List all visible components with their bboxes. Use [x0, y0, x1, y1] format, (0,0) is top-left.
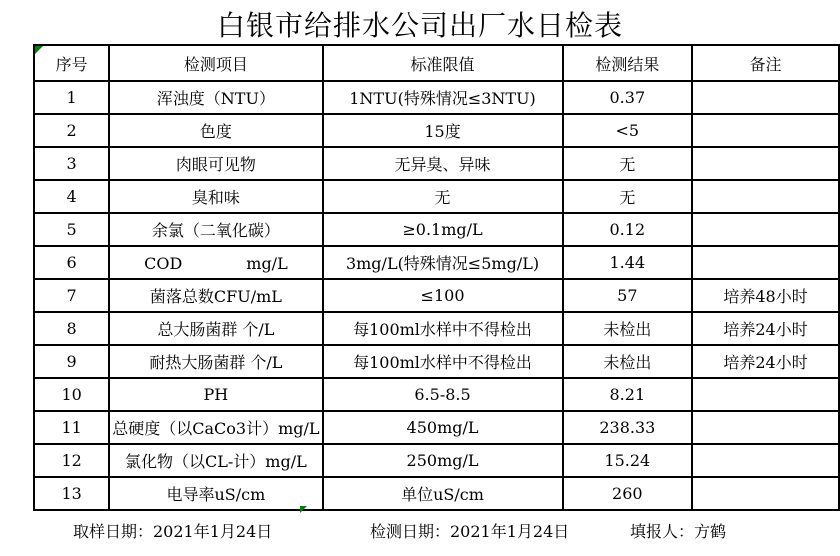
cell-result: 未检出 [563, 345, 693, 378]
cell-result: <5 [563, 114, 693, 147]
cell-item: 菌落总数CFU/mL [109, 279, 322, 312]
cell-remark [692, 411, 839, 444]
cell-result: 未检出 [563, 312, 693, 345]
cell-item: 浑浊度（NTU） [109, 81, 322, 114]
cell-remark [692, 213, 839, 246]
cell-standard: 450mg/L [323, 411, 563, 444]
table-row [34, 180, 839, 213]
inspection-table [33, 44, 840, 511]
table-row [34, 147, 839, 180]
table-header-row [34, 45, 839, 81]
cell-remark: 培养24小时 [692, 312, 839, 345]
cell-remark [692, 444, 839, 477]
cell-remark: 培养24小时 [692, 345, 839, 378]
cell-standard: 250mg/L [323, 444, 563, 477]
cell-result: 238.33 [563, 411, 693, 444]
cell-no: 8 [34, 312, 109, 345]
cell-standard: 无 [323, 180, 563, 213]
cell-standard: 每100ml水样中不得检出 [323, 312, 563, 345]
cell-remark [692, 180, 839, 213]
table-row [34, 279, 839, 312]
cell-no: 12 [34, 444, 109, 477]
header-no: 序号 [34, 45, 109, 81]
cell-no: 5 [34, 213, 109, 246]
cell-result: 8.21 [563, 378, 693, 411]
table-row [34, 345, 839, 378]
cell-standard: ≥0.1mg/L [323, 213, 563, 246]
table-row [34, 246, 839, 279]
cell-item: 臭和味 [109, 180, 322, 213]
cell-no: 9 [34, 345, 109, 378]
cell-result: 260 [563, 477, 693, 510]
cell-no: 1 [34, 81, 109, 114]
header-result: 检测结果 [563, 45, 693, 81]
cell-result: 1.44 [563, 246, 693, 279]
header-standard: 标准限值 [323, 45, 563, 81]
sampling-date-label: 取样日期：2021年1月24日 [73, 522, 273, 541]
table-row [34, 411, 839, 444]
test-date-label: 检测日期：2021年1月24日 [370, 522, 570, 541]
cell-result: 0.12 [563, 213, 693, 246]
cell-no: 13 [34, 477, 109, 510]
cell-remark [692, 477, 839, 510]
cell-standard: ≤100 [323, 279, 563, 312]
cell-no: 7 [34, 279, 109, 312]
cell-no: 10 [34, 378, 109, 411]
cell-item: 电导率uS/cm [109, 477, 322, 510]
header-item: 检测项目 [109, 45, 322, 81]
reporter-label: 填报人：方鹤 [630, 522, 727, 541]
cell-item: 总大肠菌群 个/L [109, 312, 322, 345]
page-title: 白银市给排水公司出厂水日检表 [216, 9, 623, 42]
header-remark: 备注 [692, 45, 839, 81]
cell-item: COD mg/L [109, 246, 322, 279]
cell-no: 3 [34, 147, 109, 180]
cell-result: 57 [563, 279, 693, 312]
cell-remark [692, 378, 839, 411]
cell-standard: 无异臭、异味 [323, 147, 563, 180]
cell-item: 余氯（二氧化碳） [109, 213, 322, 246]
cell-no: 2 [34, 114, 109, 147]
cell-no: 4 [34, 180, 109, 213]
cell-standard: 6.5-8.5 [323, 378, 563, 411]
cell-remark [692, 147, 839, 180]
cell-result: 无 [563, 180, 693, 213]
table-row [34, 477, 839, 510]
cell-no: 11 [34, 411, 109, 444]
cell-marker-icon [300, 506, 307, 513]
cell-item: 耐热大肠菌群 个/L [109, 345, 322, 378]
table-row [34, 81, 839, 114]
cell-item: PH [109, 378, 322, 411]
table-body [34, 81, 839, 510]
cell-no: 6 [34, 246, 109, 279]
cell-remark [692, 246, 839, 279]
table-row [34, 444, 839, 477]
cell-remark [692, 81, 839, 114]
table-row [34, 114, 839, 147]
cell-result: 0.37 [563, 81, 693, 114]
cell-item: 肉眼可见物 [109, 147, 322, 180]
cell-remark [692, 114, 839, 147]
cell-standard: 每100ml水样中不得检出 [323, 345, 563, 378]
cell-item: 总硬度（以CaCo3计）mg/L [109, 411, 322, 444]
cell-standard: 3mg/L(特殊情况≤5mg/L) [323, 246, 563, 279]
cell-standard: 15度 [323, 114, 563, 147]
cell-result: 无 [563, 147, 693, 180]
table-row [34, 378, 839, 411]
cell-result: 15.24 [563, 444, 693, 477]
table-row [34, 213, 839, 246]
cell-standard: 1NTU(特殊情况≤3NTU) [323, 81, 563, 114]
excel-error-marker-icon [35, 46, 43, 54]
footer [0, 519, 840, 541]
cell-item: 氯化物（以CL-计）mg/L [109, 444, 322, 477]
table-row [34, 312, 839, 345]
cell-item: 色度 [109, 114, 322, 147]
cell-standard: 单位uS/cm [323, 477, 563, 510]
cell-remark: 培养48小时 [692, 279, 839, 312]
